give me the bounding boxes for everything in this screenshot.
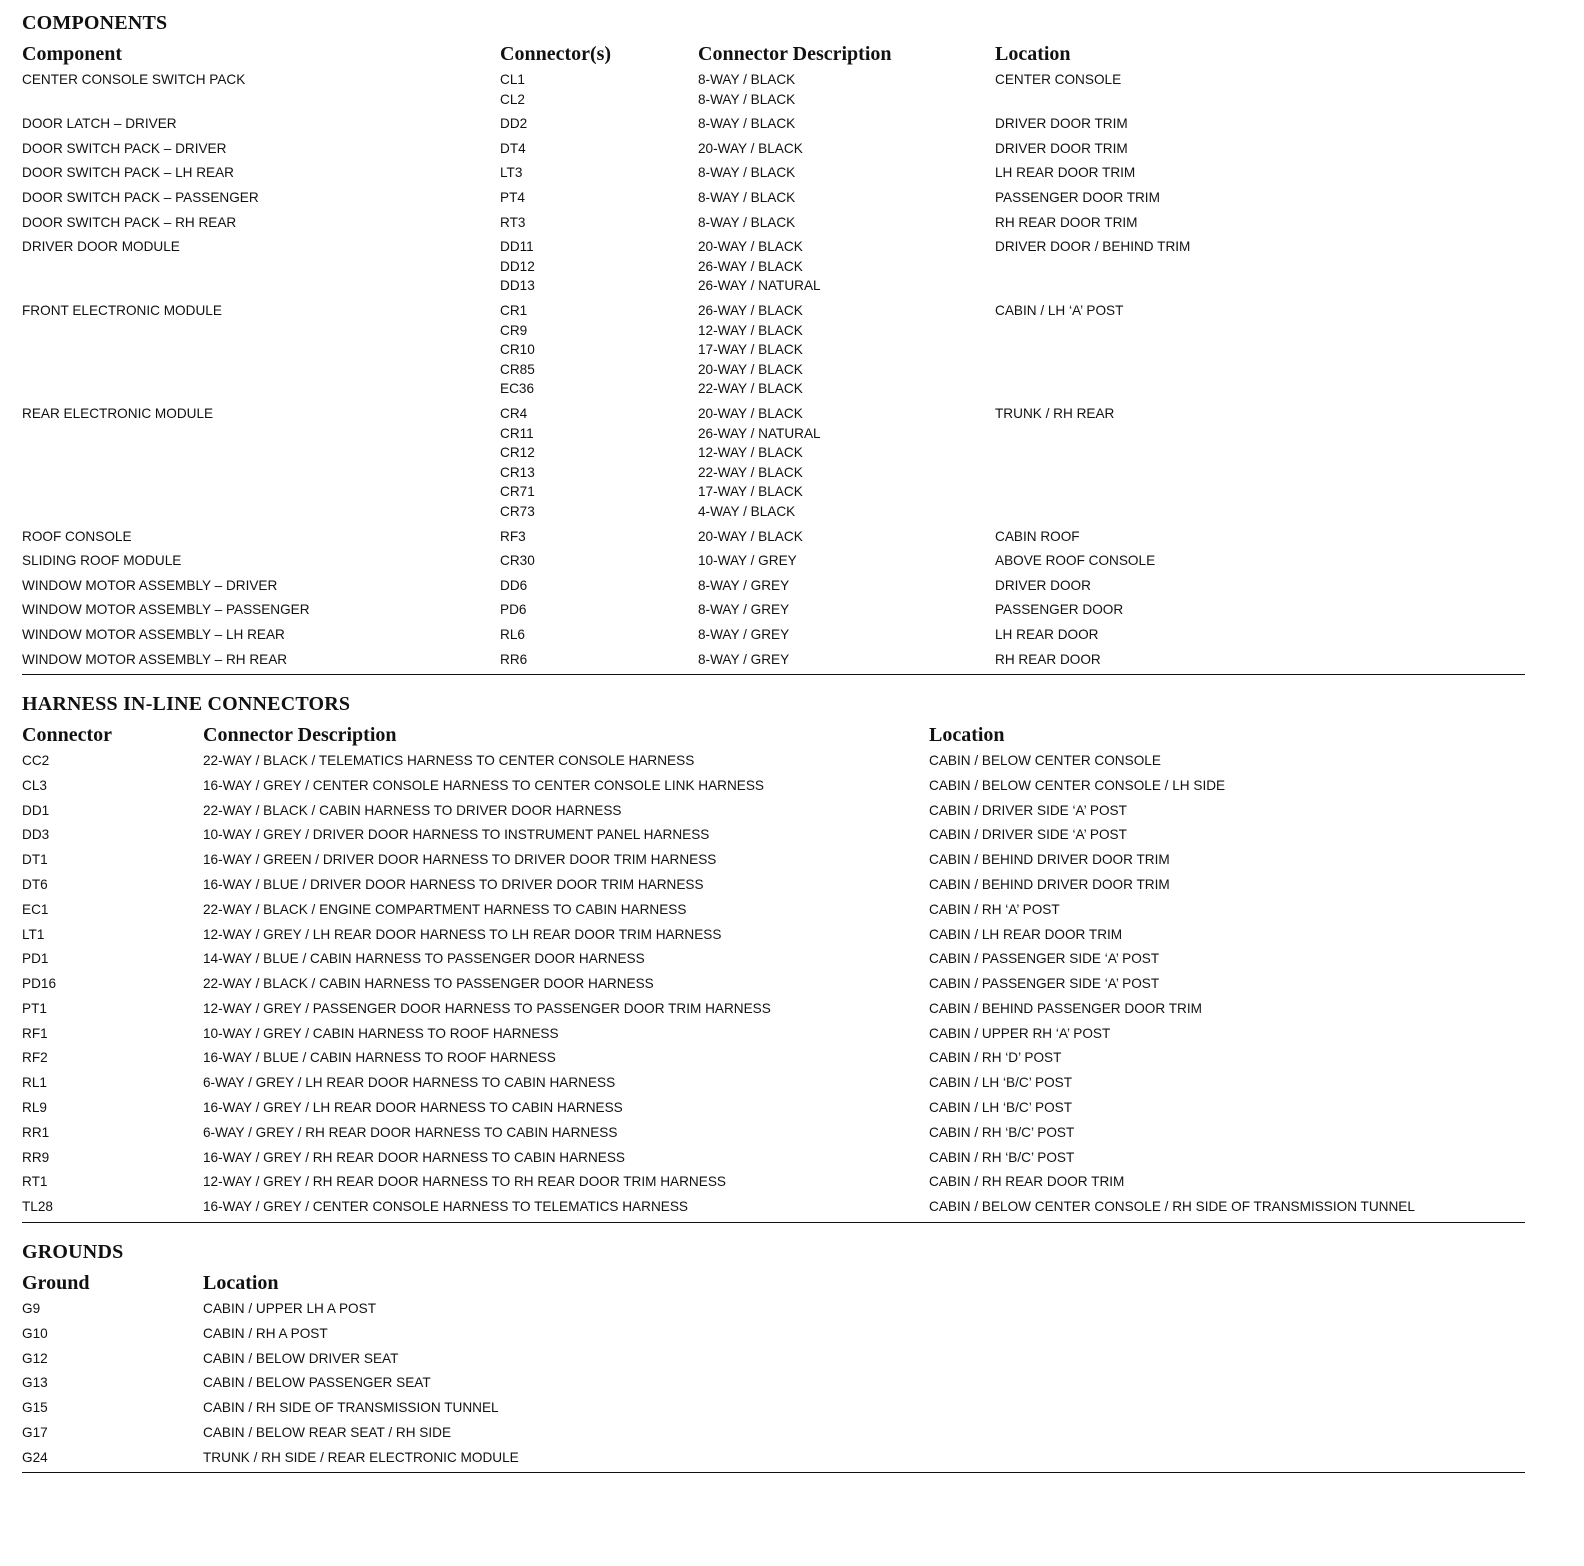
connector-location: CABIN / DRIVER SIDE ‘A’ POST [929, 827, 1127, 843]
grounds-section [22, 1237, 1525, 1467]
connector-description: 26-WAY / BLACK [698, 302, 803, 318]
connector-id: RR1 [22, 1124, 50, 1140]
connector-description: 8-WAY / GREY [698, 651, 790, 667]
connector-id: DD1 [22, 802, 50, 818]
table-row [22, 163, 1525, 183]
component-location: CABIN / LH ‘A’ POST [995, 302, 1124, 318]
ground-location: CABIN / UPPER LH A POST [203, 1300, 376, 1316]
connector-description: 22-WAY / BLACK / CABIN HARNESS TO PASSENGER DOOR HARNESS [203, 976, 654, 992]
connector-location: CABIN / BELOW CENTER CONSOLE / RH SIDE OF TRANSMISSION TUNNEL [929, 1199, 1415, 1215]
components-section [22, 8, 1525, 669]
harness-section [22, 689, 1525, 1217]
connector-description: 20-WAY / BLACK [698, 528, 803, 544]
connector-description: 10-WAY / GREY / DRIVER DOOR HARNESS TO INSTRUMENT PANEL HARNESS [203, 827, 710, 843]
connector-list [500, 114, 527, 134]
component-location: DRIVER DOOR TRIM [995, 116, 1128, 132]
table-row [22, 1048, 1525, 1068]
connector-list [500, 404, 535, 522]
description-list [698, 70, 795, 109]
section-divider [22, 1472, 1525, 1473]
table-row [22, 404, 1525, 522]
table-row [22, 1398, 1525, 1418]
connector-location: CABIN / DRIVER SIDE ‘A’ POST [929, 802, 1127, 818]
connector-id: CR73 [500, 503, 535, 519]
connector-description: 6-WAY / GREY / RH REAR DOOR HARNESS TO CABIN HARNESS [203, 1124, 618, 1140]
connector-id: LT1 [22, 926, 45, 942]
connector-list [500, 139, 526, 159]
connector-location: CABIN / BELOW CENTER CONSOLE [929, 753, 1161, 769]
connector-id: CR71 [500, 484, 535, 500]
connector-description: 12-WAY / BLACK [698, 322, 803, 338]
connector-description: 8-WAY / BLACK [698, 116, 796, 132]
table-row [22, 825, 1525, 845]
grounds-header-row [22, 1267, 1525, 1299]
description-list [698, 527, 803, 547]
ground-location: TRUNK / RH SIDE / REAR ELECTRONIC MODULE [203, 1449, 519, 1465]
connector-id: RL9 [22, 1100, 47, 1116]
connector-location: CABIN / RH ‘A’ POST [929, 901, 1060, 917]
section-divider [22, 1222, 1525, 1223]
component-name: REAR ELECTRONIC MODULE [22, 405, 214, 421]
ground-location: CABIN / RH A POST [203, 1325, 328, 1341]
ground-id: G12 [22, 1350, 48, 1366]
component-location: PASSENGER DOOR TRIM [995, 189, 1160, 205]
ground-location: CABIN / BELOW REAR SEAT / RH SIDE [203, 1424, 452, 1440]
connector-id: PT1 [22, 1000, 47, 1016]
connector-description: 17-WAY / BLACK [698, 484, 803, 500]
connector-description: 8-WAY / BLACK [698, 214, 796, 230]
table-row [22, 1123, 1525, 1143]
table-row [22, 114, 1525, 134]
connector-description: 10-WAY / GREY / CABIN HARNESS TO ROOF HARNESS [203, 1025, 559, 1041]
component-location: DRIVER DOOR TRIM [995, 140, 1128, 156]
connector-location: CABIN / RH ‘D’ POST [929, 1050, 1062, 1066]
connector-location: CABIN / BELOW CENTER CONSOLE / LH SIDE [929, 777, 1226, 793]
component-location: ABOVE ROOF CONSOLE [995, 553, 1156, 569]
description-list [698, 404, 821, 522]
connector-id: DD2 [500, 116, 528, 132]
connector-id: EC1 [22, 901, 49, 917]
harness-table-body [22, 751, 1525, 1217]
connector-description: 8-WAY / GREY [698, 602, 790, 618]
connector-id: RR9 [22, 1149, 50, 1165]
header-connector: Connector [22, 724, 112, 747]
table-row [22, 188, 1525, 208]
connector-description: 4-WAY / BLACK [698, 503, 796, 519]
component-location: CABIN ROOF [995, 528, 1080, 544]
connector-id: DD11 [500, 239, 534, 255]
table-row [22, 949, 1525, 969]
description-list [698, 139, 803, 159]
connector-location: CABIN / BEHIND DRIVER DOOR TRIM [929, 852, 1170, 868]
table-row [22, 576, 1525, 596]
connector-id: PD6 [500, 602, 527, 618]
connector-description: 17-WAY / BLACK [698, 342, 803, 358]
table-row [22, 1373, 1525, 1393]
table-row [22, 875, 1525, 895]
header-connector-description: Connector Description [203, 724, 397, 747]
grounds-table-body [22, 1299, 1525, 1467]
table-row [22, 139, 1525, 159]
description-list [698, 551, 797, 571]
connector-id: RF2 [22, 1050, 48, 1066]
connector-location: CABIN / LH ‘B/C’ POST [929, 1100, 1073, 1116]
header-location: Location [929, 724, 1005, 747]
connector-description: 16-WAY / GREY / LH REAR DOOR HARNESS TO CABIN HARNESS [203, 1100, 623, 1116]
connector-list [500, 301, 535, 399]
component-name: DOOR LATCH – DRIVER [22, 116, 177, 132]
connector-list [500, 237, 535, 296]
table-row [22, 776, 1525, 796]
connector-description: 16-WAY / GREEN / DRIVER DOOR HARNESS TO DRIVER DOOR TRIM HARNESS [203, 852, 717, 868]
connector-list [500, 163, 522, 183]
connector-description: 16-WAY / GREY / CENTER CONSOLE HARNESS TO CENTER CONSOLE LINK HARNESS [203, 777, 764, 793]
component-location: RH REAR DOOR TRIM [995, 214, 1138, 230]
connector-id: CR11 [500, 425, 534, 441]
connector-description: 8-WAY / BLACK [698, 91, 796, 107]
connector-id: DD13 [500, 278, 535, 294]
table-row [22, 213, 1525, 233]
connector-id: DT1 [22, 852, 48, 868]
connector-id: LT3 [500, 165, 523, 181]
table-row [22, 600, 1525, 620]
component-name: DOOR SWITCH PACK – PASSENGER [22, 189, 259, 205]
connector-id: CL3 [22, 777, 47, 793]
table-row [22, 751, 1525, 771]
table-row [22, 1073, 1525, 1093]
table-row [22, 625, 1525, 645]
component-location: LH REAR DOOR TRIM [995, 165, 1136, 181]
connector-id: DD6 [500, 577, 528, 593]
table-row [22, 1172, 1525, 1192]
connector-description: 16-WAY / BLUE / DRIVER DOOR HARNESS TO DRIVER DOOR TRIM HARNESS [203, 877, 704, 893]
connector-description: 8-WAY / BLACK [698, 165, 796, 181]
connector-description: 10-WAY / GREY [698, 553, 797, 569]
document-page [22, 8, 1525, 1473]
connector-id: RF3 [500, 528, 526, 544]
connector-description: 22-WAY / BLACK / ENGINE COMPARTMENT HARNESS TO CABIN HARNESS [203, 901, 687, 917]
connector-location: CABIN / RH REAR DOOR TRIM [929, 1174, 1125, 1190]
connector-id: CR85 [500, 361, 535, 377]
table-row [22, 527, 1525, 547]
connector-description: 16-WAY / GREY / CENTER CONSOLE HARNESS TO TELEMATICS HARNESS [203, 1199, 688, 1215]
component-location: DRIVER DOOR [995, 577, 1091, 593]
connector-id: CR13 [500, 464, 535, 480]
connector-list [500, 625, 525, 645]
connector-location: CABIN / RH ‘B/C’ POST [929, 1124, 1075, 1140]
ground-id: G15 [22, 1400, 48, 1416]
header-component: Component [22, 43, 123, 65]
connector-description: 22-WAY / BLACK / CABIN HARNESS TO DRIVER DOOR HARNESS [203, 802, 622, 818]
connector-list [500, 213, 525, 233]
component-location: PASSENGER DOOR [995, 602, 1124, 618]
ground-id: G9 [22, 1300, 41, 1316]
connector-id: CR10 [500, 342, 535, 358]
connector-id: CR1 [500, 302, 528, 318]
connector-description: 12-WAY / BLACK [698, 445, 803, 461]
ground-id: G17 [22, 1424, 48, 1440]
component-location: CENTER CONSOLE [995, 72, 1122, 87]
connector-list [500, 527, 526, 547]
grounds-title: GROUNDS [22, 1240, 124, 1263]
component-name: DRIVER DOOR MODULE [22, 239, 180, 255]
component-name: CENTER CONSOLE SWITCH PACK [22, 72, 246, 87]
connector-description: 20-WAY / BLACK [698, 405, 803, 421]
connector-description: 8-WAY / BLACK [698, 72, 796, 87]
connector-location: CABIN / UPPER RH ‘A’ POST [929, 1025, 1111, 1041]
connector-description: 14-WAY / BLUE / CABIN HARNESS TO PASSENGER DOOR HARNESS [203, 951, 645, 967]
component-name: DOOR SWITCH PACK – RH REAR [22, 214, 237, 230]
header-location: Location [995, 43, 1071, 65]
component-name: DOOR SWITCH PACK – LH REAR [22, 165, 234, 181]
connector-description: 6-WAY / GREY / LH REAR DOOR HARNESS TO CABIN HARNESS [203, 1075, 616, 1091]
description-list [698, 576, 789, 596]
connector-description: 8-WAY / GREY [698, 577, 790, 593]
connector-id: RF1 [22, 1025, 48, 1041]
table-row [22, 974, 1525, 994]
table-row [22, 1197, 1525, 1217]
ground-id: G13 [22, 1375, 48, 1391]
connector-description: 22-WAY / BLACK / TELEMATICS HARNESS TO CENTER CONSOLE HARNESS [203, 753, 695, 769]
table-row [22, 1324, 1525, 1344]
connector-description: 26-WAY / NATURAL [698, 425, 821, 441]
component-name: WINDOW MOTOR ASSEMBLY – RH REAR [22, 651, 288, 667]
table-row [22, 999, 1525, 1019]
connector-id: CR12 [500, 445, 535, 461]
connector-id: EC36 [500, 381, 535, 397]
description-list [698, 188, 795, 208]
connector-id: PD16 [22, 976, 57, 992]
component-name: FRONT ELECTRONIC MODULE [22, 302, 222, 318]
ground-id: G24 [22, 1449, 48, 1465]
component-location: LH REAR DOOR [995, 626, 1099, 642]
connector-list [500, 551, 535, 571]
connector-description: 16-WAY / BLUE / CABIN HARNESS TO ROOF HARNESS [203, 1050, 556, 1066]
ground-location: CABIN / BELOW DRIVER SEAT [203, 1350, 399, 1366]
description-list [698, 237, 821, 296]
description-list [698, 625, 789, 645]
connector-id: DD12 [500, 258, 535, 274]
connector-description: 16-WAY / GREY / RH REAR DOOR HARNESS TO CABIN HARNESS [203, 1149, 626, 1165]
ground-location: CABIN / RH SIDE OF TRANSMISSION TUNNEL [203, 1400, 499, 1416]
harness-title: HARNESS IN-LINE CONNECTORS [22, 693, 351, 716]
harness-header-row [22, 719, 1525, 751]
connector-description: 26-WAY / BLACK [698, 258, 803, 274]
table-row [22, 801, 1525, 821]
connector-description: 20-WAY / BLACK [698, 239, 803, 255]
component-location: RH REAR DOOR [995, 651, 1101, 667]
header-location: Location [203, 1271, 279, 1294]
connector-location: CABIN / PASSENGER SIDE ‘A’ POST [929, 976, 1160, 992]
component-name: SLIDING ROOF MODULE [22, 553, 182, 569]
table-row [22, 1448, 1525, 1468]
table-row [22, 650, 1525, 670]
connector-list [500, 600, 526, 620]
connector-description: 20-WAY / BLACK [698, 361, 803, 377]
table-row [22, 1299, 1525, 1319]
table-row [22, 1098, 1525, 1118]
connector-id: RL1 [22, 1075, 47, 1091]
connector-id: RL6 [500, 626, 525, 642]
table-row [22, 925, 1525, 945]
component-name: WINDOW MOTOR ASSEMBLY – LH REAR [22, 626, 285, 642]
connector-location: CABIN / RH ‘B/C’ POST [929, 1149, 1075, 1165]
connector-id: TL28 [22, 1199, 53, 1215]
description-list [698, 650, 789, 670]
table-row [22, 70, 1525, 109]
connector-description: 20-WAY / BLACK [698, 140, 803, 156]
table-row [22, 551, 1525, 571]
connector-location: CABIN / LH REAR DOOR TRIM [929, 926, 1123, 942]
description-list [698, 600, 789, 620]
component-name: ROOF CONSOLE [22, 528, 132, 544]
table-row [22, 1423, 1525, 1443]
table-row [22, 850, 1525, 870]
components-table-body [22, 70, 1525, 669]
connector-list [500, 576, 527, 596]
connector-id: RT1 [22, 1174, 48, 1190]
connector-id: RR6 [500, 651, 528, 667]
table-row [22, 301, 1525, 399]
description-list [698, 213, 795, 233]
connector-location: CABIN / BEHIND DRIVER DOOR TRIM [929, 877, 1170, 893]
description-list [698, 114, 795, 134]
connector-id: PT4 [500, 189, 525, 205]
description-list [698, 301, 803, 399]
component-name: WINDOW MOTOR ASSEMBLY – DRIVER [22, 577, 278, 593]
description-list [698, 163, 795, 183]
ground-location: CABIN / BELOW PASSENGER SEAT [203, 1375, 431, 1391]
component-location: DRIVER DOOR / BEHIND TRIM [995, 239, 1191, 255]
table-row [22, 900, 1525, 920]
connector-id: DT4 [500, 140, 526, 156]
component-name: DOOR SWITCH PACK – DRIVER [22, 140, 227, 156]
connector-location: CABIN / BEHIND PASSENGER DOOR TRIM [929, 1000, 1202, 1016]
connector-description: 8-WAY / GREY [698, 626, 790, 642]
components-title: COMPONENTS [22, 12, 168, 34]
header-connectors: Connector(s) [500, 43, 612, 65]
connector-id: RT3 [500, 214, 526, 230]
component-location: TRUNK / RH REAR [995, 405, 1115, 421]
connector-list [500, 650, 527, 670]
connector-id: CR4 [500, 405, 528, 421]
table-row [22, 1148, 1525, 1168]
connector-description: 26-WAY / NATURAL [698, 278, 821, 294]
connector-description: 12-WAY / GREY / LH REAR DOOR HARNESS TO LH REAR DOOR TRIM HARNESS [203, 926, 722, 942]
table-row [22, 237, 1525, 296]
connector-id: CR30 [500, 553, 535, 569]
header-connector-description: Connector Description [698, 43, 892, 65]
connector-location: CABIN / PASSENGER SIDE ‘A’ POST [929, 951, 1160, 967]
connector-id: DD3 [22, 827, 50, 843]
table-row [22, 1349, 1525, 1369]
connector-description: 22-WAY / BLACK [698, 381, 803, 397]
connector-id: DT6 [22, 877, 48, 893]
ground-id: G10 [22, 1325, 48, 1341]
connector-description: 22-WAY / BLACK [698, 464, 803, 480]
connector-id: CC2 [22, 753, 50, 769]
table-row [22, 1024, 1525, 1044]
connector-id: CL2 [500, 91, 525, 107]
components-header-row [22, 38, 1525, 70]
section-divider [22, 674, 1525, 675]
connector-description: 8-WAY / BLACK [698, 189, 796, 205]
connector-id: CL1 [500, 72, 525, 87]
connector-list [500, 70, 525, 109]
connector-location: CABIN / LH ‘B/C’ POST [929, 1075, 1073, 1091]
connector-list [500, 188, 525, 208]
header-ground: Ground [22, 1271, 90, 1294]
connector-description: 12-WAY / GREY / PASSENGER DOOR HARNESS TO PASSENGER DOOR TRIM HARNESS [203, 1000, 771, 1016]
component-name: WINDOW MOTOR ASSEMBLY – PASSENGER [22, 602, 310, 618]
connector-id: PD1 [22, 951, 49, 967]
connector-id: CR9 [500, 322, 528, 338]
connector-description: 12-WAY / GREY / RH REAR DOOR HARNESS TO RH REAR DOOR TRIM HARNESS [203, 1174, 726, 1190]
